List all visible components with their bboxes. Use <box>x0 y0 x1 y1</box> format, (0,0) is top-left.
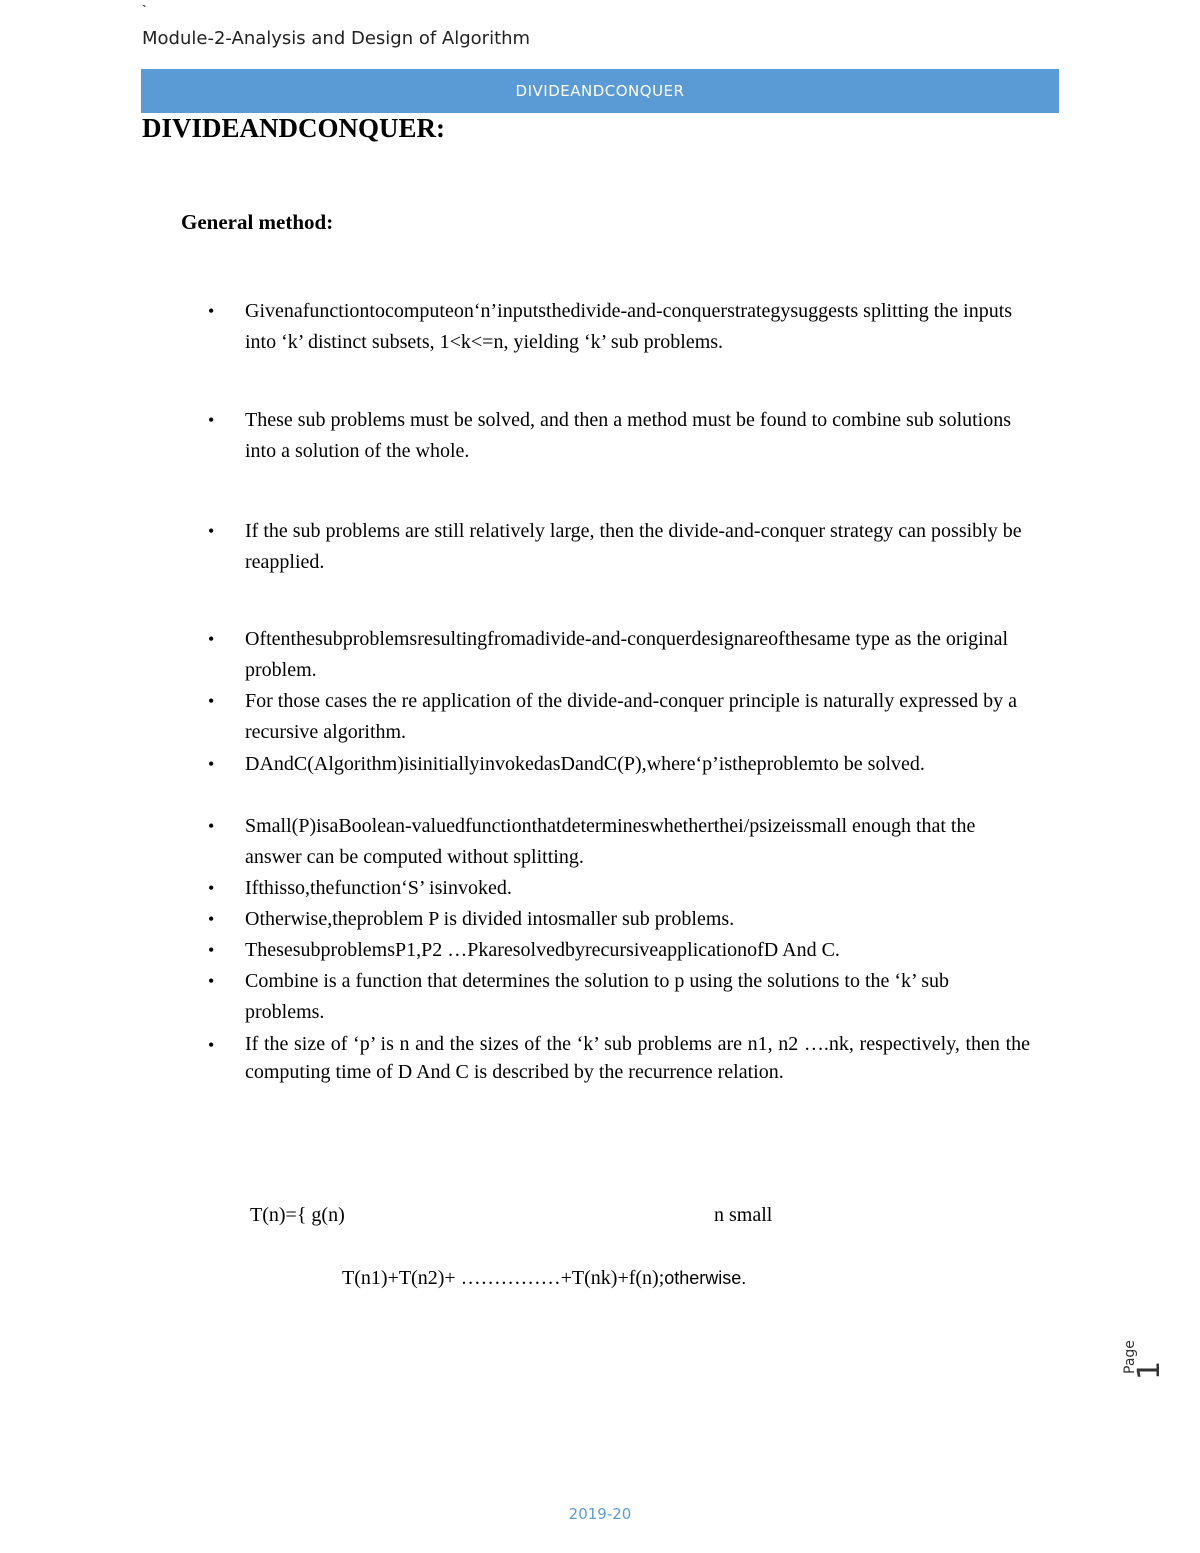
section-banner-label: DIVIDEANDCONQUER <box>515 82 685 100</box>
list-item <box>200 749 1030 780</box>
list-item-text: For those cases the re application of the divide-and-conquer principle is naturally expressed by a recursive algorithm. <box>245 690 1017 743</box>
list-item-text: DAndC(Algorithm)isinitiallyinvokedasDandC(P),where‘p’istheproblemto be solved. <box>245 753 925 775</box>
list-item <box>200 624 1030 686</box>
list-item-text: Givenafunctiontocomputeon‘n’inputsthedivide-and-conquerstrategysuggests splitting the inputs into ‘k’ distinct subsets, 1<k<=n, yielding ‘k’ sub problems. <box>245 300 1013 353</box>
page-number: 1 <box>1132 1360 1167 1380</box>
list-item-text: ThesesubproblemsP1,P2 …PkaresolvedbyrecursiveapplicationofD And C. <box>245 939 840 961</box>
bullet-dot-icon: • <box>208 521 215 541</box>
bullet-dot-icon: • <box>208 629 215 649</box>
list-item <box>200 966 1030 1028</box>
bullet-dot-icon: • <box>208 971 215 991</box>
list-item-text: If the sub problems are still relatively large, then the divide-and-conquer strategy can possibly be reapplied. <box>245 520 1022 573</box>
page-heading: DIVIDEANDCONQUER: <box>142 113 446 143</box>
stray-tick-mark: ` <box>142 2 147 18</box>
bullet-dot-icon: • <box>208 878 215 898</box>
bullet-dot-icon: • <box>208 410 215 430</box>
subheading-general-method: General method: <box>181 210 334 234</box>
list-item-text: If the size of ‘p’ is n and the sizes of the ‘k’ sub problems are n1, n2 ….nk, respectively, then the computing time of D And C is described by the recurrence relation. <box>245 1033 1030 1083</box>
list-item <box>200 405 1030 467</box>
bullet-dot-icon: • <box>208 301 215 321</box>
list-item <box>200 516 1030 578</box>
page-word: Page <box>1122 1340 1138 1374</box>
list-item <box>200 1030 1030 1086</box>
list-item-text: Combine is a function that determines the solution to p using the solutions to the ‘k’ sub problems. <box>245 970 949 1023</box>
footer-year: 2019-20 <box>568 1505 632 1523</box>
bullet-dot-icon: • <box>208 754 215 774</box>
list-item-text: Small(P)isaBoolean-valuedfunctionthatdetermineswhetherthei/psizeissmall enough that the answer can be computed without splitting. <box>245 815 976 868</box>
list-item-text: Oftenthesubproblemsresultingfromadivide-and-conquerdesignareofthesame type as the original problem. <box>245 628 1009 681</box>
bullet-dot-icon: • <box>208 940 215 960</box>
recurrence-line2-tail: otherwise. <box>664 1268 747 1288</box>
list-item <box>200 904 1030 935</box>
list-item-text: Otherwise,theproblem P is divided intosmaller sub problems. <box>245 908 735 930</box>
page-number-label <box>1120 1340 1167 1410</box>
recurrence-line1-right: n small <box>714 1204 773 1226</box>
bullet-dot-icon: • <box>208 1035 215 1055</box>
bullet-dot-icon: • <box>208 691 215 711</box>
list-item <box>200 296 1030 358</box>
recurrence-line2-expression: T(n1)+T(n2)+ ……………+T(nk)+f(n); <box>342 1267 665 1289</box>
list-item <box>200 935 1030 966</box>
recurrence-line1-left: T(n)={ g(n) <box>250 1204 345 1226</box>
list-item <box>200 686 1030 748</box>
list-item <box>200 811 1030 873</box>
list-item <box>200 873 1030 904</box>
bullet-dot-icon: • <box>208 816 215 836</box>
list-item-text: These sub problems must be solved, and then a method must be found to combine sub solutions into a solution of the whole. <box>245 409 1012 462</box>
bullet-dot-icon: • <box>208 909 215 929</box>
recurrence-line2 <box>342 1267 746 1290</box>
list-item-text: Ifthisso,thefunction‘S’ isinvoked. <box>245 877 512 899</box>
running-header-title: Module-2-Analysis and Design of Algorithm <box>142 28 531 49</box>
